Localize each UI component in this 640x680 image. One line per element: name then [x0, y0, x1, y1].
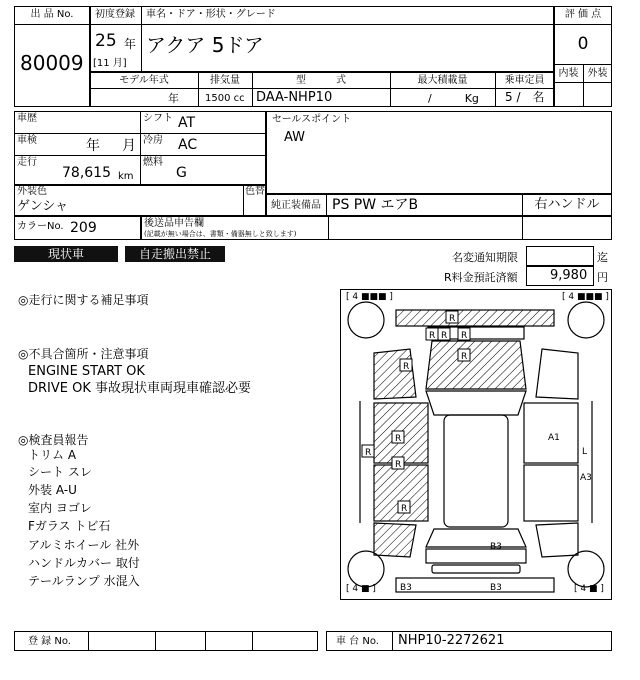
- car-name: アクア 5ドア: [146, 33, 264, 57]
- mark-r-2: R: [429, 331, 436, 341]
- inspector-line-8: テールランプ 水混入: [28, 574, 140, 588]
- exterior-label: 外装: [587, 68, 608, 79]
- mark-r-4: R: [461, 331, 468, 341]
- mark-r-8: R: [365, 448, 372, 458]
- inspector-title: ◎検査員報告: [18, 433, 89, 447]
- wheel-rear-right: [568, 551, 604, 587]
- corner-label-tr: [ 4 ■■■ ]: [562, 292, 609, 302]
- capacity-value: 5 / 名: [505, 90, 545, 104]
- inspector-line-7: ハンドルカバー 取付: [28, 556, 140, 570]
- fuel-value: G: [176, 165, 187, 181]
- wheel-front-left: [348, 302, 384, 338]
- mark-r-5: R: [403, 362, 410, 372]
- ac-label: 冷房: [143, 135, 163, 146]
- front-fender-left: [374, 349, 416, 399]
- mark-b3-3: B3: [490, 583, 502, 593]
- driving-notes-title: ◎走行に関する補足事項: [18, 293, 149, 307]
- corner-label-bl: [ 4 ■ ]: [346, 584, 376, 594]
- inspection-label: 車検: [17, 135, 37, 146]
- equipment-label: 純正装備品: [271, 200, 321, 211]
- model-label: 型 式: [296, 75, 346, 86]
- aftermarket-note: (記載が無い場合は、書類・備器無しと致します): [144, 230, 297, 238]
- color-change-label: 色替: [245, 186, 265, 197]
- current-status-badge: 現状車: [14, 246, 118, 262]
- mark-r-3: R: [441, 331, 448, 341]
- recycle-label: R料金預託済額: [444, 271, 518, 284]
- name-change-box: [526, 246, 594, 266]
- reg-no-label: 登 録 No.: [28, 636, 71, 647]
- rear-fender-right: [536, 523, 578, 557]
- mark-r-1: R: [449, 314, 456, 324]
- color-label: 外装色: [17, 186, 47, 197]
- inspection-year: 年: [86, 138, 100, 154]
- color-no-label: カラーNo.: [17, 221, 64, 232]
- mark-b3-1: B3: [490, 542, 502, 552]
- inspector-line-4: 室内 ヨゴレ: [28, 501, 92, 515]
- handle-value: 右ハンドル: [534, 197, 600, 212]
- mileage-unit: km: [118, 171, 134, 182]
- recycle-value: 9,980: [550, 268, 588, 283]
- car-diagram: [340, 289, 612, 600]
- name-change-unit: 迄: [597, 251, 608, 264]
- corner-label-tl: [ 4 ■■■ ]: [346, 292, 393, 302]
- lot-number: 80009: [20, 51, 84, 75]
- roof: [444, 415, 508, 527]
- first-reg-year: 25: [95, 31, 117, 51]
- corner-label-br: [ 4 ■ ]: [574, 584, 604, 594]
- defect-line-1: ENGINE START OK: [28, 364, 145, 379]
- lot-label: 出 品 No.: [30, 9, 74, 20]
- selling-point-label: セールスポイント: [272, 114, 352, 125]
- model-year-label: モデル年式: [119, 75, 169, 86]
- shift-label: シフト: [143, 113, 173, 124]
- fuel-label: 燃料: [143, 157, 163, 168]
- mark-l: L: [582, 447, 588, 457]
- model-value: DAA-NHP10: [256, 90, 333, 105]
- name-change-label: 名変通知期限: [452, 251, 518, 264]
- model-year-unit: 年: [168, 92, 179, 105]
- front-bumper: [396, 310, 554, 326]
- first-reg-label: 初度登録: [95, 9, 135, 20]
- mark-b3-2: B3: [400, 583, 412, 593]
- inspector-line-5: Fガラス トビ石: [28, 519, 111, 533]
- inspector-line-2: シート スレ: [28, 465, 92, 479]
- capacity-label: 乗車定員: [504, 75, 545, 86]
- windshield: [426, 391, 526, 415]
- shift-value: AT: [178, 115, 196, 131]
- mark-r-6: R: [461, 352, 468, 362]
- displacement-value: 1500 cc: [205, 93, 245, 104]
- interior-label: 内装: [558, 68, 579, 79]
- displacement-label: 排気量: [210, 75, 240, 86]
- history-label: 車歴: [17, 113, 37, 124]
- score-value: 0: [577, 34, 589, 54]
- rear-fender-left: [374, 523, 416, 557]
- aftermarket-label: 後送品申告欄: [144, 218, 204, 229]
- inspector-line-3: 外装 A-U: [28, 483, 77, 497]
- inspector-line-1: トリム A: [28, 448, 77, 462]
- wheel-rear-left: [348, 551, 384, 587]
- mileage-label: 走行: [17, 157, 37, 168]
- first-reg-month: [11 月]: [93, 58, 127, 69]
- no-self-drive-badge: 自走搬出禁止: [125, 246, 225, 262]
- mark-a3: A3: [580, 473, 592, 483]
- selling-point-value: AW: [284, 130, 306, 145]
- color-no-value: 209: [70, 220, 97, 236]
- equipment-value: PS PW エアB: [332, 197, 419, 213]
- defect-line-2: DRIVE OK 事故現状車両現車確認必要: [28, 381, 252, 396]
- inspection-month: 月: [122, 138, 136, 154]
- mileage-value: 78,615: [62, 165, 111, 181]
- recycle-unit: 円: [597, 271, 608, 284]
- chassis-no-value: NHP10-2272621: [398, 633, 505, 648]
- max-load-value: / Kg: [428, 92, 479, 105]
- rear-bumper: [396, 578, 554, 592]
- rear-glass: [426, 529, 526, 547]
- mark-a1: A1: [548, 433, 560, 443]
- max-load-label: 最大積載量: [417, 75, 468, 86]
- mark-r-9: R: [395, 460, 402, 470]
- hood: [426, 341, 526, 389]
- chassis-no-label: 車 台 No.: [336, 636, 379, 647]
- color-value: ゲンシャ: [17, 199, 69, 214]
- front-fender-right: [536, 349, 578, 399]
- mark-r-10: R: [401, 504, 408, 514]
- car-name-label: 車名・ドア・形状・グレード: [146, 9, 276, 20]
- year-unit: 年: [124, 37, 137, 51]
- mark-r-7: R: [395, 434, 402, 444]
- defects-title: ◎不具合箇所・注意事項: [18, 347, 149, 361]
- door-rear-right: [524, 465, 578, 521]
- inspector-line-6: アルミホイール 社外: [28, 538, 140, 552]
- ac-value: AC: [178, 137, 198, 153]
- wheel-front-right: [568, 302, 604, 338]
- score-label: 評 価 点: [564, 9, 602, 20]
- back-door: [426, 549, 526, 563]
